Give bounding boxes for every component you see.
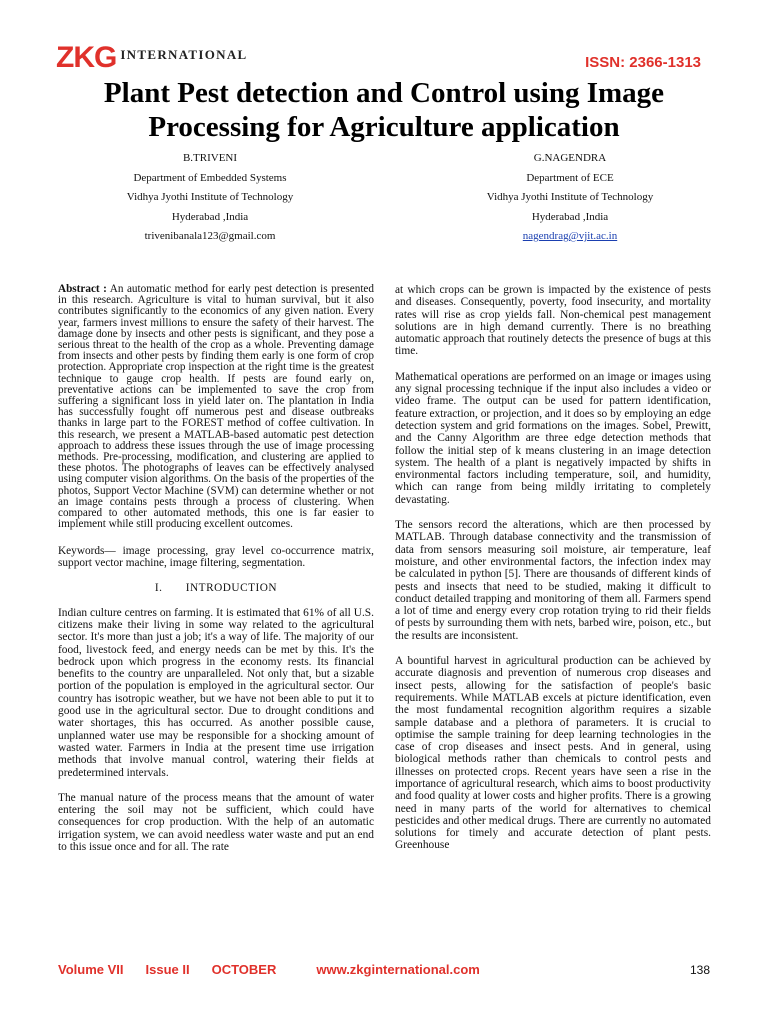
author-institute: Vidhya Jyothi Institute of Technology [126, 191, 294, 203]
paragraph: Mathematical operations are performed on an image or images using any signal processing technique if the input also includes a video or video frame. The output can be used for pattern identification, feature extraction, or projection, and it does so by employing an edge detection system and grid formations on the images. Sobel, Prewitt, and the Canny Algorithm are three edge detection methods that follow the initial step of k means clustering in an image detection system. The health of a plant is negatively impacted by shifts in environmental factors including temperature, soil, and humidity, which can range from being mildly irritating to completely devastating. [395, 370, 711, 506]
issn-label: ISSN: 2366-1313 [585, 54, 701, 71]
author-department: Department of ECE [526, 171, 614, 184]
page-footer [58, 962, 710, 977]
paragraph: A bountiful harvest in agricultural production can be achieved by accurate diagnosis and prevention of numerous crop diseases and insect pests, allowing for the satisfaction of people's basic requirements. While MATLAB excels at picture identification, even the most fundamental recognition algorithm requires a sizable sample database and a plethora of parameters. It is crucial to optimise the sample training for deep learning technologies in the case of crop diseases and insect pests. And in general, using biological methods rather than chemicals to control pests and illnesses on protected crops. Recent years have seen a rise in the importance of agricultural research, which aims to boost productivity and food quality at lower costs and higher profits. There is a growing need in many parts of the world for alternatives to chemical pesticides and other medical drugs. There are currently no automated solutions for timely and accurate detection of plant pests. Greenhouse [395, 655, 711, 852]
page-number: 138 [689, 962, 710, 977]
abstract [58, 284, 374, 530]
footer-month: OCTOBER [211, 962, 277, 977]
author-name: G.NAGENDRA [533, 152, 607, 164]
keywords: Keywords— image processing, gray level co-occurrence matrix, support vector machine, image filtering, segmentation. [58, 545, 374, 569]
author-institute: Vidhya Jyothi Institute of Technology [486, 191, 654, 203]
author-location: Hyderabad ,India [171, 210, 249, 223]
author-1 [60, 149, 360, 247]
left-column [58, 284, 374, 866]
right-column [395, 284, 711, 865]
paragraph: The manual nature of the process means that the amount of water entering the soil may not be sufficient, which could have consequences for crop production. With the help of an automatic irrigation system, we can avoid needless water waste and put an end to this issue once and for all. The rate [58, 791, 374, 854]
logo-mark: ZKG [56, 41, 117, 74]
author-email: trivenibanala123@gmail.com [144, 230, 276, 242]
footer-volume: Volume VII [58, 962, 124, 977]
author-block [60, 149, 720, 247]
author-email-link[interactable]: nagendrag@vjit.ac.in [522, 230, 618, 242]
footer-website-link[interactable]: www.zkginternational.com [316, 962, 480, 977]
abstract-text: An automatic method for early pest detection is presented in this research. Agriculture is vital to human survival, but it also contributes significantly to the economics of any given nation. Every year, farmers invest millions to ensure the safety of their harvest. The damage done by insects and other pests is significant, and they pose a serious threat to the health of the crop as a whole. Preventing damage from insects and other pests by finding them early is one form of crop protection. Appropriate crop inspection at the right time is the greatest technique to gauge crop health. If pests are found early on, preventative actions can be implemented to save the crop from suffering a significant loss in yield later on. The plantation in India has successfully fought off numerous pest and disease outbreaks thanks in large part to the FOREST method of coffee cultivation. In this research, we present a MATLAB-based automatic pest detection approach to address these issues through the use of image processing methods. Pre-processing, modification, and clustering are applied to these photos. The photographs of leaves can be effectively analysed using computer vision algorithms. On the basis of the properties of the photos, Support Vector Machine (SVM) can determine whether or not an image contains pests through a process of clustering. When compared to other automated methods, this one is far easier to implement while still producing excellent outcomes. [58, 283, 374, 531]
author-name: B.TRIVENI [182, 152, 238, 164]
author-2 [420, 149, 720, 247]
paragraph: at which crops can be grown is impacted by the existence of pests and diseases. Consequently, poverty, food insecurity, and mortality rates will rise as crop yields fall. Non-chemical pest management solutions are in high demand currently. There is no breathing automatic approach that routinely detects the presence of bugs at this time. [395, 284, 711, 358]
abstract-label: Abstract : [58, 283, 107, 295]
author-location: Hyderabad ,India [531, 210, 609, 223]
author-department: Department of Embedded Systems [133, 171, 287, 184]
journal-logo [56, 42, 248, 74]
logo-wordmark: INTERNATIONAL [120, 47, 248, 62]
paragraph: Indian culture centres on farming. It is estimated that 61% of all U.S. citizens make their living in some way related to the agricultural sector. It's more than just a job; it's a way of life. The majority of our food, livestock feed, and energy needs can be met by this. It's the bedrock upon which progress in the economy rests. Its financial benefits to the country are unparalleled. Not only that, but a sizable portion of the population is employed in the agricultural sector. Our country has isotropic weather, but we have not been able to put it to good use in the agricultural sector. Due to drought conditions and water shortages, this has occurred. As another possible cause, unplanned water use may be responsible for a shocking amount of wasted water. Farmers in India at the present time use irrigation methods that involve manual control, watering their fields at predetermined intervals. [58, 606, 374, 779]
paper-title: Plant Pest detection and Control using Image Processing for Agriculture application [103, 77, 665, 143]
paragraph: The sensors record the alterations, which are then processed by MATLAB. Through database connectivity and the transmission of data from sensors measuring soil moisture, air temperature, leaf moisture, and other environmental factors, the infection index may be calculated in python [5]. There are thousands of different kinds of pests and insects that need to be studied, making it difficult to conduct detailed trapping and monitoring of them all. Farmers spend a lot of time and energy every crop rotation trying to rid their fields of pests by surrounding them with nets, barbed wire, poison, etc., but the results are inconsistent. [395, 519, 711, 642]
footer-issue: Issue II [145, 962, 190, 977]
section-heading-introduction: I. INTRODUCTION [154, 582, 278, 595]
